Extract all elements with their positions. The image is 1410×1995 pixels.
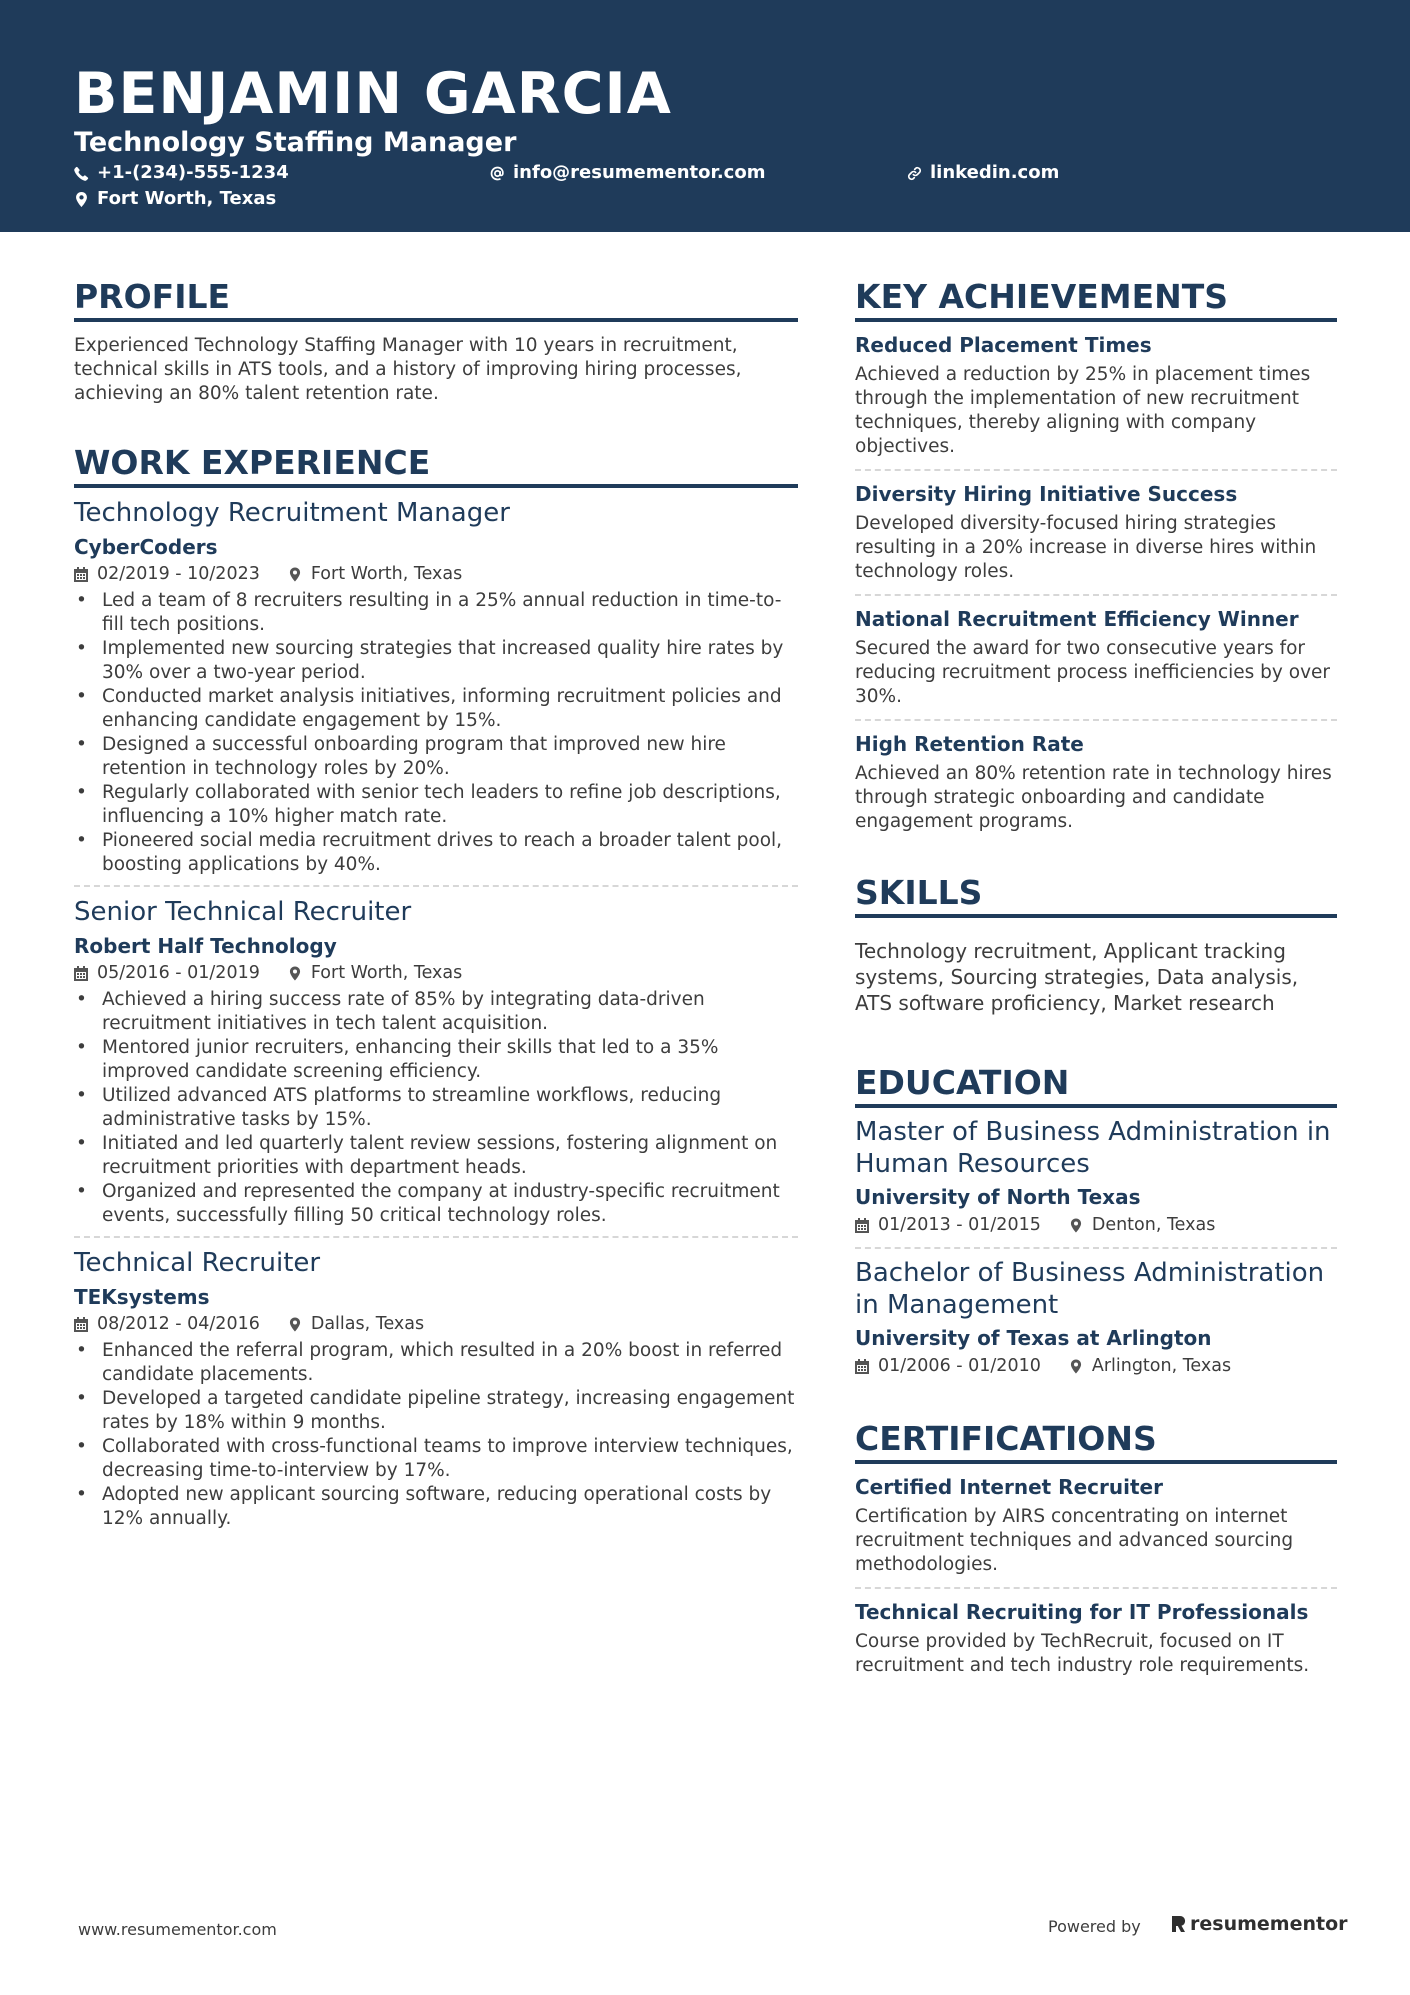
list-item: • Organized and represented the company at industry-specific recruitment events, successfully filling 50 critical technology roles. <box>102 1180 798 1228</box>
footer-brand-logo[interactable] <box>1170 1913 1348 1935</box>
contact-email[interactable] <box>490 161 765 185</box>
job-title: Technical Recruiter <box>74 1248 321 1278</box>
candidate-role: Technology Staffing Manager <box>74 127 517 158</box>
list-item: • Achieved a hiring success rate of 85% by integrating data-driven recruitment initiatives in tech talent acquisition. <box>102 988 798 1036</box>
calendar-icon <box>74 1317 88 1332</box>
divider <box>74 885 798 887</box>
job-location-text: Fort Worth, Texas <box>310 963 463 983</box>
location-pin-icon <box>288 567 302 582</box>
location-pin-icon <box>288 1317 302 1332</box>
list-item: • Adopted new applicant sourcing software, reducing operational costs by 12% annually. <box>102 1483 798 1531</box>
header-banner <box>0 0 1410 232</box>
education-item <box>855 1257 1337 1378</box>
achievement-text: Developed diversity-focused hiring strategies resulting in a 20% increase in diverse hires within technology roles. <box>855 513 1317 582</box>
footer-brand-name: resumementor <box>1190 1913 1348 1935</box>
resumementor-logo-icon <box>1170 1914 1186 1934</box>
certification-item <box>855 1599 1337 1678</box>
company-name: CyberCoders <box>74 535 218 559</box>
job-meta <box>74 562 798 586</box>
list-item: • Developed a targeted candidate pipeline strategy, increasing engagement rates by 18% within 9 months. <box>102 1387 798 1435</box>
list-item: • Initiated and led quarterly talent review sessions, fostering alignment on recruitment priorities with department heads. <box>102 1132 798 1180</box>
education-location-text: Arlington, Texas <box>1091 1356 1232 1376</box>
phone-text: +1-(234)-555-1234 <box>97 162 289 183</box>
job-location-text: Dallas, Texas <box>310 1314 425 1334</box>
achievement-title: High Retention Rate <box>855 732 1084 756</box>
footer-powered-by: Powered by <box>1048 1917 1141 1936</box>
footer-url[interactable]: www.resumementor.com <box>78 1920 277 1939</box>
job-bullets <box>74 988 798 1228</box>
calendar-icon <box>855 1218 869 1233</box>
education-dates: 01/2006 - 01/2010 <box>878 1356 1041 1376</box>
skills-text: Technology recruitment, Applicant tracking systems, Sourcing strategies, Data analysis, ATS software proficiency, Market research <box>855 939 1299 1015</box>
list-item: • Led a team of 8 recruiters resulting in a 25% annual reduction in time-to-fill tech positions. <box>102 589 798 637</box>
job-location <box>288 961 462 985</box>
list-item: • Collaborated with cross-functional teams to improve interview techniques, decreasing time-to-interview by 17%. <box>102 1435 798 1483</box>
certification-text: Certification by AIRS concentrating on internet recruitment techniques and advanced sourcing methodologies. <box>855 1506 1294 1575</box>
achievement-text: Secured the award for two consecutive years for reducing recruitment process inefficiencies by over 30%. <box>855 638 1331 707</box>
list-item: • Regularly collaborated with senior tech leaders to refine job descriptions, influencing a 10% higher match rate. <box>102 781 798 829</box>
at-sign-icon <box>490 166 505 181</box>
education-location-text: Denton, Texas <box>1091 1215 1216 1235</box>
linkedin-text: linkedin.com <box>930 162 1060 183</box>
education-heading: EDUCATION <box>855 1062 1337 1108</box>
calendar-icon <box>855 1359 869 1374</box>
right-column <box>855 276 1337 1678</box>
achievement-title: Diversity Hiring Initiative Success <box>855 482 1238 506</box>
certification-title: Certified Internet Recruiter <box>855 1475 1163 1499</box>
list-item: • Pioneered social media recruitment drives to reach a broader talent pool, boosting applications by 40%. <box>102 829 798 877</box>
profile-text: Experienced Technology Staffing Manager with 10 years in recruitment, technical skills in ATS tools, and a history of improving hiring processes, achieving an 80% talent retention rate. <box>74 335 742 404</box>
calendar-icon <box>74 567 88 582</box>
job-entry <box>74 895 798 1228</box>
email-text: info@resumementor.com <box>513 162 766 183</box>
job-title: Technology Recruitment Manager <box>74 498 510 528</box>
achievement-title: Reduced Placement Times <box>855 333 1152 357</box>
key-achievements-heading: KEY ACHIEVEMENTS <box>855 276 1337 322</box>
certification-text: Course provided by TechRecruit, focused on IT recruitment and tech industry role requirements. <box>855 1631 1310 1676</box>
job-bullets <box>74 1339 798 1531</box>
school-name: University of Texas at Arlington <box>855 1326 1212 1350</box>
job-location <box>288 1312 424 1336</box>
divider <box>855 469 1337 471</box>
link-icon <box>907 166 922 181</box>
divider <box>74 1236 798 1238</box>
degree-title: Bachelor of Business Administration in Management <box>855 1258 1325 1320</box>
location-pin-icon <box>1069 1218 1083 1233</box>
achievement-text: Achieved an 80% retention rate in technology hires through strategic onboarding and candidate engagement programs. <box>855 763 1332 832</box>
location-pin-icon <box>1069 1359 1083 1374</box>
job-dates: 08/2012 - 04/2016 <box>97 1314 260 1334</box>
list-item: • Mentored junior recruiters, enhancing their skills that led to a 35% improved candidate screening efficiency. <box>102 1036 798 1084</box>
location-pin-icon <box>74 192 89 207</box>
school-name: University of North Texas <box>855 1185 1141 1209</box>
achievement-item <box>855 481 1337 584</box>
education-meta <box>855 1213 1337 1237</box>
phone-icon <box>74 166 89 181</box>
candidate-name: BENJAMIN GARCIA <box>74 61 672 127</box>
job-entry <box>74 1246 798 1531</box>
work-experience-heading: WORK EXPERIENCE <box>74 442 798 488</box>
location-text: Fort Worth, Texas <box>97 188 277 209</box>
profile-heading: PROFILE <box>74 276 798 322</box>
degree-title: Master of Business Administration in Human Resources <box>855 1117 1331 1179</box>
education-location <box>1069 1354 1231 1378</box>
left-column <box>74 276 798 1531</box>
achievement-item <box>855 332 1337 459</box>
calendar-icon <box>74 966 88 981</box>
job-meta <box>74 961 798 985</box>
job-location-text: Fort Worth, Texas <box>310 564 463 584</box>
job-entry <box>74 496 798 877</box>
contact-linkedin[interactable] <box>907 161 1059 185</box>
achievement-text: Achieved a reduction by 25% in placement times through the implementation of new recruitment techniques, thereby aligning with company objectives. <box>855 364 1311 457</box>
divider <box>855 594 1337 596</box>
job-location <box>288 562 462 586</box>
job-meta <box>74 1312 798 1336</box>
certification-title: Technical Recruiting for IT Professionals <box>855 1600 1309 1624</box>
job-dates: 05/2016 - 01/2019 <box>97 963 260 983</box>
job-title: Senior Technical Recruiter <box>74 897 412 927</box>
education-dates: 01/2013 - 01/2015 <box>878 1215 1041 1235</box>
job-bullets <box>74 589 798 877</box>
certification-item <box>855 1474 1337 1577</box>
education-location <box>1069 1213 1216 1237</box>
list-item: • Designed a successful onboarding program that improved new hire retention in technology roles by 20%. <box>102 733 798 781</box>
contact-phone[interactable] <box>74 161 289 185</box>
list-item: • Implemented new sourcing strategies that increased quality hire rates by 30% over a two-year period. <box>102 637 798 685</box>
education-item <box>855 1116 1337 1237</box>
achievement-item <box>855 606 1337 709</box>
education-meta <box>855 1354 1337 1378</box>
location-pin-icon <box>288 966 302 981</box>
job-dates: 02/2019 - 10/2023 <box>97 564 260 584</box>
divider <box>855 1247 1337 1249</box>
list-item: • Enhanced the referral program, which resulted in a 20% boost in referred candidate placements. <box>102 1339 798 1387</box>
company-name: TEKsystems <box>74 1285 210 1309</box>
company-name: Robert Half Technology <box>74 934 337 958</box>
certifications-heading: CERTIFICATIONS <box>855 1418 1337 1464</box>
achievement-item <box>855 731 1337 834</box>
achievement-title: National Recruitment Efficiency Winner <box>855 607 1299 631</box>
list-item: • Utilized advanced ATS platforms to streamline workflows, reducing administrative tasks by 15%. <box>102 1084 798 1132</box>
contact-location <box>74 187 276 211</box>
skills-heading: SKILLS <box>855 872 1337 918</box>
list-item: • Conducted market analysis initiatives, informing recruitment policies and enhancing candidate engagement by 15%. <box>102 685 798 733</box>
divider <box>855 1587 1337 1589</box>
divider <box>855 719 1337 721</box>
